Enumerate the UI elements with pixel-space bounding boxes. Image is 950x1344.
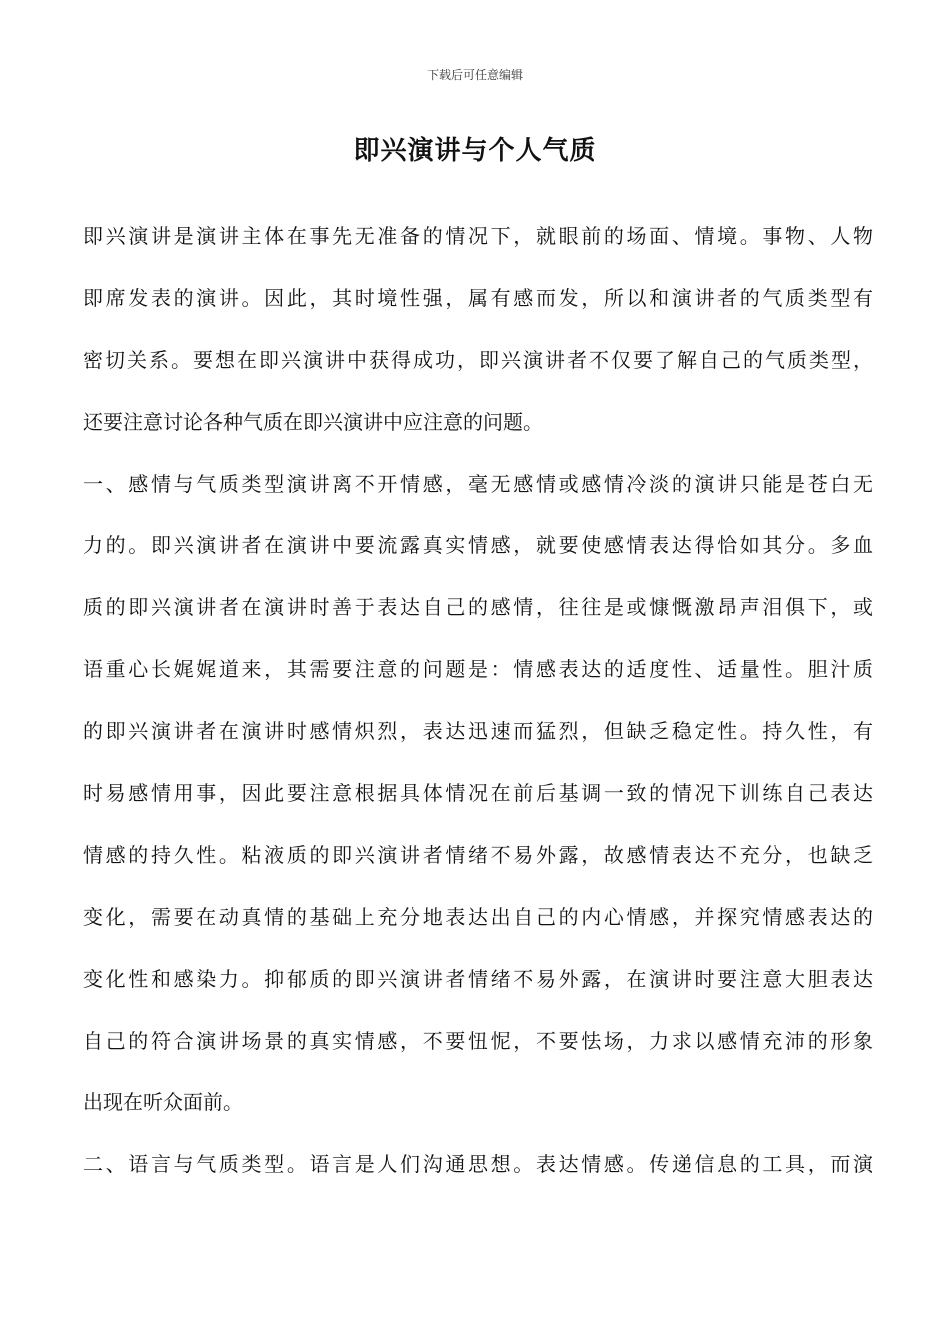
body-line: 变化性和感染力。抑郁质的即兴演讲者情绪不易外露，在演讲时要注意大胆表达 <box>83 966 873 991</box>
body-line: 的即兴演讲者在演讲时感情炽烈，表达迅速而猛烈，但缺乏稳定性。持久性，有 <box>83 719 873 744</box>
body-line: 还要注意讨论各种气质在即兴演讲中应注意的问题。 <box>83 409 543 434</box>
body-line: 即兴演讲是演讲主体在事先无准备的情况下，就眼前的场面、情境。事物、人物 <box>83 224 873 248</box>
body-line: 一、感情与气质类型演讲离不开情感，毫无感情或感情冷淡的演讲只能是苍白无 <box>83 471 873 496</box>
body-line: 力的。即兴演讲者在演讲中要流露真实情感，就要使感情表达得恰如其分。多血 <box>83 533 873 558</box>
body-line: 二、语言与气质类型。语言是人们沟通思想。表达情感。传递信息的工具，而演 <box>83 1152 873 1177</box>
body-line: 时易感情用事，因此要注意根据具体情况在前后基调一致的情况下训练自己表达 <box>83 781 873 806</box>
body-line: 语重心长娓娓道来，其需要注意的问题是：情感表达的适度性、适量性。胆汁质 <box>83 657 873 682</box>
body-line: 自己的符合演讲场景的真实情感，不要忸怩，不要怯场，力求以感情充沛的形象 <box>83 1028 873 1053</box>
body-line: 变化，需要在动真情的基础上充分地表达出自己的内心情感，并探究情感表达的 <box>83 904 873 929</box>
body-line: 质的即兴演讲者在演讲时善于表达自己的感情，往往是或慷慨激昂声泪俱下，或 <box>83 595 873 620</box>
body-line: 情感的持久性。粘液质的即兴演讲者情绪不易外露，故感情表达不充分，也缺乏 <box>83 842 873 867</box>
body-line: 密切关系。要想在即兴演讲中获得成功，即兴演讲者不仅要了解自己的气质类型， <box>83 347 873 372</box>
body-line: 出现在听众面前。 <box>83 1090 243 1115</box>
body-line: 即席发表的演讲。因此，其时境性强，属有感而发，所以和演讲者的气质类型有 <box>83 285 873 310</box>
document-title: 即兴演讲与个人气质 <box>353 136 597 166</box>
document-body <box>83 214 873 1204</box>
header-note: 下载后可任意编辑 <box>426 68 523 82</box>
